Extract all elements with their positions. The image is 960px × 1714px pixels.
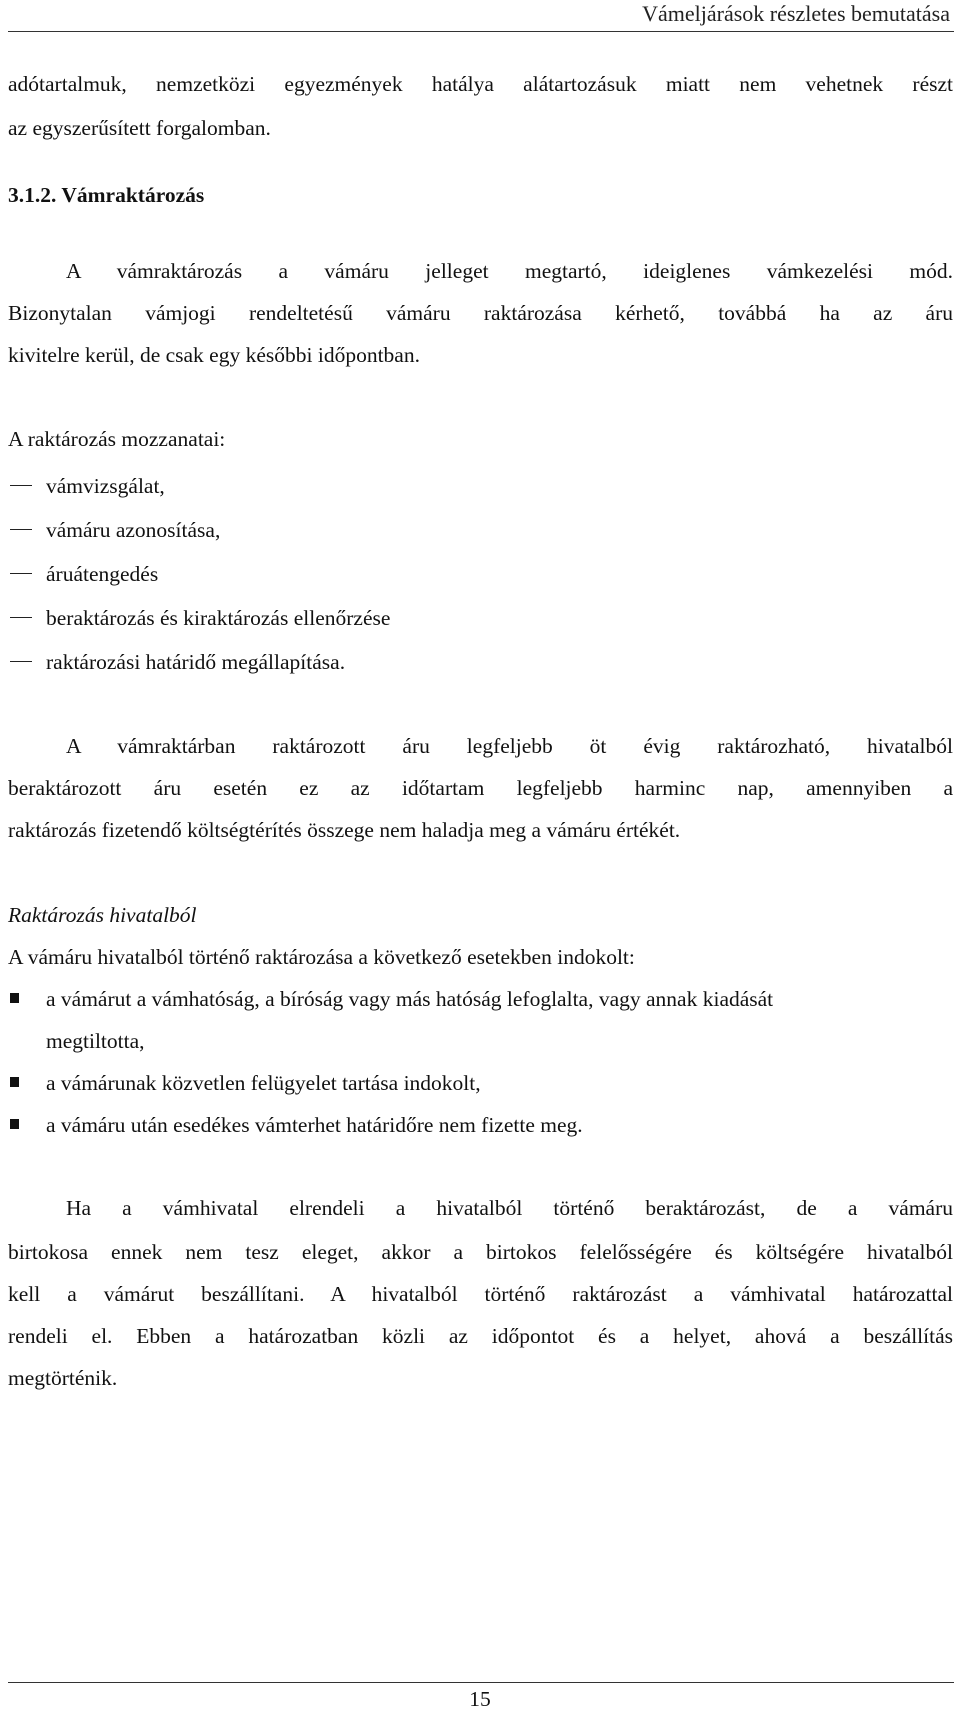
intro-line-2: az egyszerűsített forgalomban. <box>8 116 271 140</box>
square-bullet-icon <box>10 993 19 1003</box>
dash-bullet-icon <box>10 485 32 486</box>
para1-line-3: kivitelre kerül, de csak egy későbbi időpontban. <box>8 343 420 367</box>
section-heading: 3.1.2. Vámraktározás <box>8 183 205 207</box>
header-rule <box>8 31 954 32</box>
list-item-text: vámvizsgálat, <box>46 474 165 498</box>
moments-lead: A raktározás mozzanatai: <box>8 427 226 451</box>
square-bullet-icon <box>10 1119 19 1129</box>
para3-line-4: rendeli el. Ebben a határozatban közli az időpontot és a helyet, ahová a beszállítás <box>8 1324 953 1348</box>
official-subheading: Raktározás hivatalból <box>8 903 197 927</box>
list-item-text: a vámárut a vámhatóság, a bíróság vagy más hatóság lefoglalta, vagy annak kiadását <box>46 987 774 1011</box>
para2-line-2: beraktározott áru esetén ez az időtartam legfeljebb harminc nap, amennyiben a <box>8 776 953 800</box>
square-bullet-icon <box>10 1077 19 1087</box>
para3-line-2: birtokosa ennek nem tesz eleget, akkor a birtokos felelősségére és költségére hivatalból <box>8 1240 953 1264</box>
para1-line-2: Bizonytalan vámjogi rendeltetésű vámáru raktározása kérhető, továbbá ha az áru <box>8 301 953 325</box>
footer-rule <box>8 1682 954 1683</box>
dash-bullet-icon <box>10 661 32 662</box>
para3-line-3: kell a vámárut beszállítani. A hivatalból történő raktározást a vámhivatal határozattal <box>8 1282 953 1306</box>
para1-line-1: A vámraktározás a vámáru jelleget megtartó, ideiglenes vámkezelési mód. <box>66 259 953 283</box>
page-number: 15 <box>469 1687 491 1711</box>
para3-line-5: megtörténik. <box>8 1366 118 1390</box>
list-item-text: a vámáru után esedékes vámterhet határidőre nem fizette meg. <box>46 1113 583 1137</box>
dash-bullet-icon <box>10 617 32 618</box>
list-item-text: áruátengedés <box>46 562 159 586</box>
dash-bullet-icon <box>10 529 32 530</box>
list-item-text: a vámárunak közvetlen felügyelet tartása indokolt, <box>46 1071 481 1095</box>
dash-bullet-icon <box>10 573 32 574</box>
running-header: Vámeljárások részletes bemutatása <box>642 1 950 26</box>
para3-line-1: Ha a vámhivatal elrendeli a hivatalból történő beraktározást, de a vámáru <box>66 1196 953 1220</box>
intro-line-1: adótartalmuk, nemzetközi egyezmények hatálya alátartozásuk miatt nem vehetnek részt <box>8 72 953 96</box>
para2-line-1: A vámraktárban raktározott áru legfeljebb öt évig raktározható, hivatalból <box>66 734 953 758</box>
list-item-text: beraktározás és kiraktározás ellenőrzése <box>46 606 391 630</box>
list-item-text: megtiltotta, <box>46 1029 145 1053</box>
para2-line-3: raktározás fizetendő költségtérítés összege nem haladja meg a vámáru értékét. <box>8 818 681 842</box>
list-item-text: raktározási határidő megállapítása. <box>46 650 346 674</box>
list-item-text: vámáru azonosítása, <box>46 518 221 542</box>
official-lead: A vámáru hivatalból történő raktározása a következő esetekben indokolt: <box>8 945 635 969</box>
